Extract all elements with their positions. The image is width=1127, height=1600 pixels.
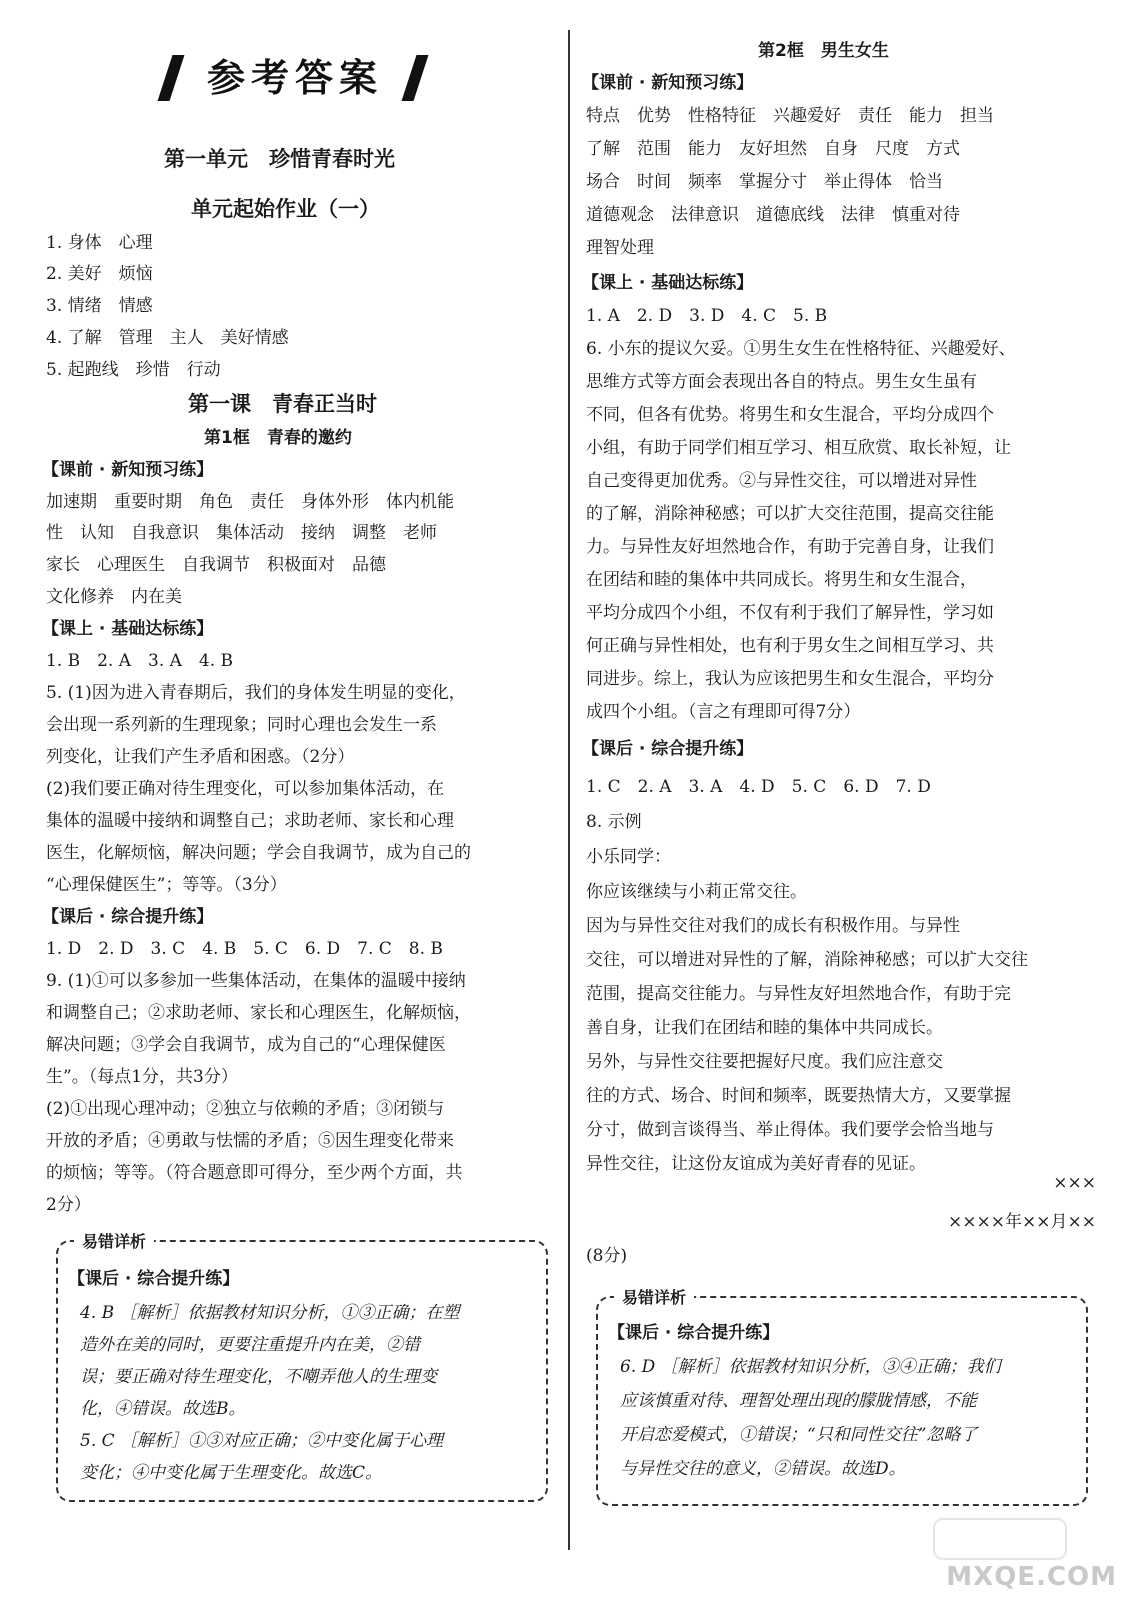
in-line: 平均分成四个小组，不仅有利于我们了解异性，学习如 — [586, 603, 994, 623]
score-note: (8分) — [586, 1246, 628, 1266]
post-line: 1. C 2. A 3. A 4. D 5. C 6. D 7. D — [586, 777, 931, 797]
in-line: (2)我们要正确对待生理变化，可以参加集体活动，在 — [46, 779, 445, 799]
box-line: 5. C ［解析］①③对应正确；②中变化属于心理 — [80, 1431, 444, 1451]
error-analysis-box — [56, 1232, 548, 1502]
in-line: 列变化，让我们产生矛盾和困惑。（2分） — [46, 747, 355, 767]
post-class-heading: 【课后 · 综合提升练】 — [42, 907, 214, 927]
pre-line: 场合 时间 频率 掌握分寸 举止得体 恰当 — [586, 172, 943, 192]
post-line: 交往，可以增进对异性的了解，消除神秘感；可以扩大交往 — [586, 950, 1028, 970]
in-line: 医生，化解烦恼，解决问题；学会自我调节，成为自己的 — [46, 843, 471, 863]
error-analysis-label: 易错详析 — [614, 1285, 694, 1308]
post-line: 9. (1)①可以多参加一些集体活动，在集体的温暖中接纳 — [46, 971, 466, 991]
box-line: 造外在美的同时，更要注重提升内在美，②错 — [80, 1335, 420, 1355]
box-line: 与异性交往的意义，②错误。故选D。 — [620, 1459, 906, 1479]
frame1-title: 第1框 青春的邀约 — [204, 428, 352, 448]
letter-signature: ××× — [1053, 1173, 1096, 1193]
post-line: 的烦恼；等等。（符合题意即可得分，至少两个方面，共 — [46, 1163, 463, 1183]
column-divider — [568, 30, 570, 1550]
in-line: 同进步。综上，我认为应该把男生和女生混合，平均分 — [586, 669, 994, 689]
start-item: 5. 起跑线 珍惜 行动 — [46, 360, 221, 380]
in-line: 何正确与异性相处，也有利于男女生之间相互学习、共 — [586, 636, 994, 656]
in-line: 的了解，消除神秘感；可以扩大交往范围，提高交往能 — [586, 504, 994, 524]
in-line: “心理保健医生”；等等。（3分） — [46, 875, 287, 895]
post-line: 开放的矛盾；④勇敢与怯懦的矛盾；⑤因生理变化带来 — [46, 1131, 454, 1151]
box-line: 6. D ［解析］依据教材知识分析，③④正确；我们 — [620, 1357, 1001, 1377]
post-line: 异性交往，让这份友谊成为美好青春的见证。 — [586, 1154, 926, 1174]
box-heading: 【课后 · 综合提升练】 — [68, 1269, 240, 1289]
post-line: 另外，与异性交往要把握好尺度。我们应注意交 — [586, 1052, 943, 1072]
pre-line: 文化修养 内在美 — [46, 587, 182, 607]
box-line: 化，④错误。故选B。 — [80, 1399, 246, 1419]
post-line: 范围，提高交往能力。与异性友好坦然地合作，有助于完 — [586, 984, 1011, 1004]
in-line: 1. B 2. A 3. A 4. B — [46, 651, 234, 671]
in-line: 力。与异性友好坦然地合作，有助于完善自身，让我们 — [586, 537, 994, 557]
post-class-heading: 【课后 · 综合提升练】 — [582, 739, 754, 759]
in-line: 自己变得更加优秀。②与异性交往，可以增进对异性 — [586, 471, 977, 491]
in-line: 1. A 2. D 3. D 4. C 5. B — [586, 306, 828, 326]
error-analysis-box — [596, 1288, 1088, 1506]
post-line: 因为与异性交往对我们的成长有积极作用。与异性 — [586, 916, 960, 936]
in-class-heading: 【课上 · 基础达标练】 — [582, 273, 754, 293]
pre-line: 加速期 重要时期 角色 责任 身体外形 体内机能 — [46, 492, 454, 512]
in-line: 5. (1)因为进入青春期后，我们的身体发生明显的变化， — [46, 683, 466, 703]
unit-title: 第一单元 珍惜青春时光 — [164, 147, 395, 171]
post-line: 8. 示例 — [586, 812, 642, 832]
pre-line: 理智处理 — [586, 238, 654, 258]
post-line: 解决问题；③学会自我调节，成为自己的“心理保健医 — [46, 1035, 446, 1055]
post-line: 和调整自己；②求助老师、家长和心理医生，化解烦恼， — [46, 1003, 471, 1023]
box-heading: 【课后 · 综合提升练】 — [608, 1323, 780, 1343]
post-line: 往的方式、场合、时间和频率，既要热情大方，又要掌握 — [586, 1086, 1011, 1106]
frame2-title: 第2框 男生女生 — [758, 41, 889, 61]
box-line: 误；要正确对待生理变化，不嘲弄他人的生理变 — [80, 1367, 437, 1387]
pre-class-heading: 【课前 · 新知预习练】 — [42, 460, 214, 480]
pre-class-heading: 【课前 · 新知预习练】 — [582, 73, 754, 93]
box-line: 4. B ［解析］依据教材知识分析，①③正确；在塑 — [80, 1303, 460, 1323]
error-analysis-label: 易错详析 — [74, 1229, 154, 1252]
lesson-title: 第一课 青春正当时 — [188, 392, 377, 416]
post-line: 1. D 2. D 3. C 4. B 5. C 6. D 7. C 8. B — [46, 939, 443, 959]
post-line: 善自身，让我们在团结和睦的集体中共同成长。 — [586, 1018, 943, 1038]
in-line: 不同，但各有优势。将男生和女生混合，平均分成四个 — [586, 405, 994, 425]
in-line: 成四个小组。（言之有理即可得7分） — [586, 702, 861, 722]
letter-date: ××××年××月×× — [948, 1212, 1096, 1232]
in-line: 6. 小东的提议欠妥。①男生女生在性格特征、兴趣爱好、 — [586, 339, 1016, 359]
post-line: 小乐同学： — [586, 847, 671, 867]
post-line: 分寸，做到言谈得当、举止得体。我们要学会恰当地与 — [586, 1120, 994, 1140]
box-line: 变化；④中变化属于生理变化。故选C。 — [80, 1463, 383, 1483]
watermark-text: MXQE.COM — [946, 1562, 1117, 1592]
start-item: 2. 美好 烦恼 — [46, 264, 153, 284]
pre-line: 家长 心理医生 自我调节 积极面对 品德 — [46, 555, 386, 575]
pre-line: 道德观念 法律意识 道德底线 法律 慎重对待 — [586, 205, 960, 225]
start-item: 4. 了解 管理 主人 美好情感 — [46, 328, 289, 348]
in-class-heading: 【课上 · 基础达标练】 — [42, 619, 214, 639]
banner-slash-left — [158, 55, 185, 101]
post-line: 2分） — [46, 1195, 91, 1215]
in-line: 在团结和睦的集体中共同成长。将男生和女生混合， — [586, 570, 977, 590]
in-line: 思维方式等方面会表现出各自的特点。男生女生虽有 — [586, 372, 977, 392]
post-line: 生”。（每点1分，共3分） — [46, 1067, 238, 1087]
in-line: 会出现一系列新的生理现象；同时心理也会发生一系 — [46, 715, 437, 735]
banner-slash-right — [402, 55, 429, 101]
banner-title: 参考答案 — [206, 56, 383, 100]
in-line: 小组，有助于同学们相互学习、相互欣赏、取长补短，让 — [586, 438, 1011, 458]
box-line: 开启恋爱模式，①错误；“只和同性交往”忽略了 — [620, 1425, 978, 1445]
pre-line: 特点 优势 性格特征 兴趣爱好 责任 能力 担当 — [586, 106, 994, 126]
pre-line: 了解 范围 能力 友好坦然 自身 尺度 方式 — [586, 139, 960, 159]
watermark-logo — [933, 1518, 1067, 1560]
start-item: 3. 情绪 情感 — [46, 296, 153, 316]
start-title: 单元起始作业（一） — [191, 197, 380, 221]
start-item: 1. 身体 心理 — [46, 233, 153, 253]
pre-line: 性 认知 自我意识 集体活动 接纳 调整 老师 — [46, 523, 437, 543]
box-line: 应该慎重对待、理智处理出现的朦胧情感，不能 — [620, 1391, 977, 1411]
answer-banner — [165, 55, 425, 103]
post-line: 你应该继续与小莉正常交往。 — [586, 882, 807, 902]
post-line: (2)①出现心理冲动；②独立与依赖的矛盾；③闭锁与 — [46, 1099, 445, 1119]
in-line: 集体的温暖中接纳和调整自己；求助老师、家长和心理 — [46, 811, 454, 831]
